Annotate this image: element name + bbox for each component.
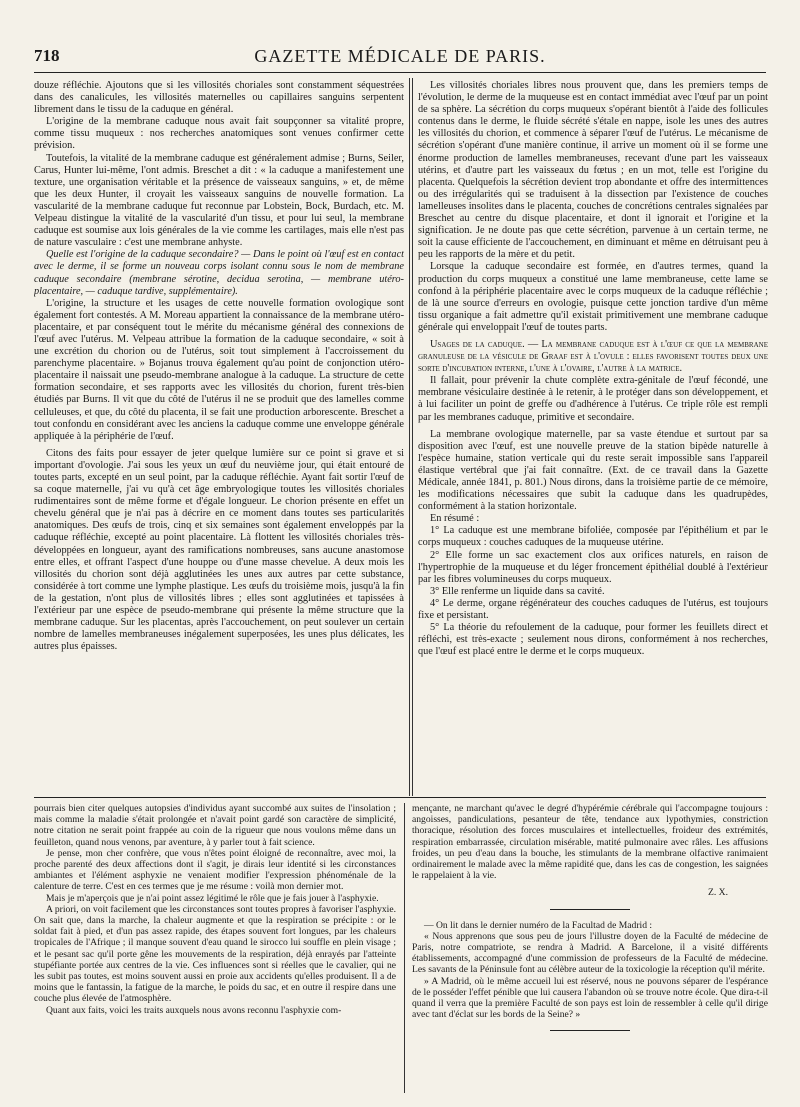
paragraph: Quant aux faits, voici les traits auxquels nous avons reconnu l'asphyxie com-	[46, 1004, 342, 1016]
column-divider	[404, 803, 405, 1093]
paragraph: » A Madrid, où le même accueil lui est réservé, nous ne pouvons séparer de l'espérance de le posséder l'effet pénible que lui causera l'abandon où se trouve notre école. Que dira-t-il quand il verra que la première Faculté de son pays est loin de ressembler à celle qu'il dirige avec tant d'éclat sur les bords de la Seine? »	[412, 975, 768, 1021]
list-item: 3° Elle renferme un liquide dans sa cavité.	[430, 585, 605, 597]
paragraph: En résumé :	[430, 513, 480, 525]
paragraph: A priori, on voit facilement que les circonstances sont toutes propres à favoriser l'asphyxie. On sait que, dans la marche, la chaleur augmente et que la respiration se précipite : or le soldat fait à pied, et d'un pas assez rapide, des étapes souvent fort longues, par les chaleurs tropicales de l'Afrique ; il manque souvent d'eau quand le sirocco lui souffle en plein visage ; et le pesant sac qu'il porte gêne les mouvements de la respiration, déjà enrayés par l'atteinte stupéfiante portée aux centres de la vie. Ces influences sont si réelles que le cavalier, qui ne les subit pas toutes, est moins souvent aussi en proie aux accidents qu'elles produisent. Il a de moins que le fantassin, la fatigue de la marche, le poids du sac, et en outre il respire dans une couche plus élevée de l'atmosphère.	[34, 903, 396, 1005]
paragraph: — On lit dans le dernier numéro de la Facultad de Madrid :	[424, 919, 653, 931]
list-item: 1° La caduque est une membrane bifoliée, composée par l'épithélium et par le corps muqueux : couches caduques de la muqueuse utérine.	[418, 525, 768, 549]
paragraph: Il fallait, pour prévenir la chute complète extra-génitale de l'œuf fécondé, une membrane vésiculaire destinée à le retenir, à le protéger dans son développement, et à lui faciliter un point de greffe ou d'adhérence à l'utérus. Ce triple rôle est rempli par les membranes caduque, primitive et secondaire.	[418, 375, 768, 423]
page-number: 718	[34, 46, 60, 65]
section-rule	[550, 1030, 630, 1031]
feuilleton-rule	[34, 797, 766, 798]
paragraph: Toutefois, la vitalité de la membrane caduque est généralement admise ; Burns, Seiler, Carus, Hunter lui-même, l'ont admis. Breschet a dit : « la caduque a manifestement une texture, une organisation véritable et la présence de vaisseaux sanguins, » et, de même que les deux Hunter, il croyait les vaisseaux sanguins de nouvelle formation. La vascularité de la membrane caduque fut reconnue par Lobstein, Bock, Burdach, etc. M. Velpeau distingue la vitalité de la vascularité d'un tissu, et pour lui seul, la membrane caduque est soumise aux lois générales de la vie comme les cartilages, mais elle n'est pas de nature vasculaire : c'est une membrane anhyste.	[34, 152, 404, 249]
paragraph: Lorsque la caduque secondaire est formée, en d'autres termes, quand la production du corps muqueux a constitué une lame membraneuse, cette lame se confond à la périphérie placentaire avec le corps muqueux de la caduque réfléchie ; de là une source d'erreurs en ovologie, puisque cette jonction tardive d'un même tissu organique a fait admettre qu'il existait primitivement une membrane caduque générale qui enveloppait l'œuf de toutes parts.	[418, 261, 768, 333]
journal-title: GAZETTE MÉDICALE DE PARIS.	[254, 46, 546, 66]
paragraph: pourrais bien citer quelques autopsies d'individus ayant succombé aux suites de l'insolation ; mais comme la maladie s'était prolongée et n'avait point gardé son caractère de simplicité, notre citation ne serait point frappée au coin de la rigueur que nous voulons même dans un feuilleton, quand nous venons, par aventure, à y parler tout à fait science.	[34, 803, 396, 848]
paragraph: Usages de la caduque. — La membrane caduque est à l'œuf ce que la membrane granuleuse de la vésicule de Graaf est à l'ovule : elles favorisent toutes deux une sorte d'incubation interne, l'une à l'ovaire, l'autre à la matrice.	[418, 338, 768, 375]
list-item: 5° La théorie du refoulement de la caduque, pour former les feuillets direct et réfléchi, est très-exacte ; seulement nous dirons, conformément à nos recherches, que l'œuf est placé entre le derme et le corps muqueux.	[418, 622, 768, 658]
paragraph: La membrane ovologique maternelle, par sa vaste étendue et surtout par sa disposition avec l'œuf, est une nouvelle preuve de la station bipède naturelle à l'espèce humaine, station verticale qui du reste serait impossible sans l'appareil élastique vertébral que j'ai fait connaître. (Ext. de ce travail dans la Gazette Médicale, année 1841, p. 801.) Nous dirons, dans la troisième partie de ce mémoire, les modifications nécessaires que subit la caduque dans les quadrupèdes, conformément à la station horizontale.	[418, 428, 768, 513]
paragraph: Je pense, mon cher confrère, que vous n'êtes point éloigné de reconnaître, avec moi, la proche parenté des deux affections dont il s'agit, je dirais leur identité si les circonstances ambiantes et l'élément asphyxie ne venaient modifier l'expression phénoménale de la calenture de terre. C'est en ces termes que je me résume : voilà mon dernier mot.	[34, 847, 396, 893]
paragraph: L'origine de la membrane caduque nous avait fait soupçonner sa vitalité propre, comme tissu muqueux : nos recherches anatomiques sont venues confirmer cette prévision.	[34, 116, 404, 152]
page-header	[34, 46, 766, 73]
list-item: 2° Elle forme un sac exactement clos aux orifices naturels, en raison de l'hypertrophie de la muqueuse et du léger froncement épithélial doublé à l'extérieur par les fibres volumineuses du corps muqueux.	[418, 549, 768, 585]
paragraph: mençante, ne marchant qu'avec le degré d'hypérémie cérébrale qui l'accompagne toujours : angoisses, pandiculations, pesanteur de tête, tendance aux lypothymies, constriction thoracique, résolution des forces musculaires et intellectuelles, froideur des extrémités, respiration embarrassée, circulation misérable, matité pulmonaire avec râles. Les affusions froides, un peu d'eau dans la bouche, les stimulants de la membrane olfactive ranimaient ordinairement le malade avec la même rapidité que, dans les cas de congestion, les saignées le rappelaient à la vie.	[412, 803, 768, 882]
list-item: 4° Le derme, organe régénérateur des couches caduques de l'utérus, est toujours fixe et persistant.	[418, 597, 768, 622]
paragraph: L'origine, la structure et les usages de cette nouvelle formation ovologique sont également fort contestés. A M. Moreau appartient la connaissance de la membrane utéro-placentaire, et par conséquent tout le mérite du mécanisme général des connexions de l'œuf avec l'utérus. M. Velpeau attribue la formation de la caduque secondaire, « soit à une excrétion du chorion ou de l'utérus, soit tout simplement à l'accroissement du parenchyme placentaire. » Bojanus trouva également qu'au point de conjonction utéro-placentaire il naissait une pseudo-membrane analogue à la caduque. La structure de cette formation secondaire, et ses rapports avec les villosités du chorion, furent très-bien étudiés par Burns. Il vit que du côté de l'utérus il ne se produit que des lamelles comme celluleuses, et que, du côté du placenta, il se fait une production arborescente. Breschet a tout confondu en considérant avec les anciens la caduque comme une enveloppe générale appliquée à la périphérie de l'œuf.	[34, 297, 404, 442]
top-left-column	[34, 80, 404, 792]
paragraph: « Nous apprenons que sous peu de jours l'illustre doyen de la Faculté de médecine de Paris, notre compatriote, se rendra à Madrid. A Barcelone, il a visité différents établissements, accompagné d'une commission de professeurs de la Faculté de médecine. Les savants de la Péninsule font au célèbre auteur de la toxicologie la réception qu'il mérite.	[412, 930, 768, 976]
top-right-column	[418, 80, 768, 792]
section-rule	[550, 909, 630, 910]
bottom-left-column	[34, 803, 396, 1093]
paragraph: douze réfléchie. Ajoutons que si les villosités choriales sont constamment séquestrées dans des canalicules, les villosités maternelles ou capillaires sanguins serpentent librement dans le tissu de la caduque en général.	[34, 80, 404, 116]
paragraph: Les villosités choriales libres nous prouvent que, dans les premiers temps de l'évolution, le derme de la muqueuse est en contact immédiat avec l'œuf par un point de sa sphère. La sécrétion du corps muqueux s'opérant bientôt à l'aide des follicules contenus dans le derme, le fluide sécrété s'étale en nappe, isole les unes des autres les villosités du chorion, et commence à séparer l'œuf de l'utérus. Le mécanisme de sécrétion s'opérant d'une manière continue, il arrive un moment où il se forme une énorme production de lamelles membraneuses, recevant d'une part les vaisseaux utérins, et d'autre part les vaisseaux du fœtus ; en un mot, telle est l'origine du placenta. Quelquefois la sécrétion devient trop abondante et offre des intermittences ou des irrégularités qui se traduisent à la dissection par l'existence de couches lamelleuses insolites dans le placenta, couches de concrétions centrales signalées par Breschet au centre du disque placentaire, et dont il ignorait et l'origine et la signification. Je ne doute pas que cette sécrétion, parvenue à un certain terme, ne soit la cause efficiente de l'accouchement, en diminuant et même en détruisant peu à peu les rapports de la mère et du petit.	[418, 80, 768, 261]
paragraph: Citons des faits pour essayer de jeter quelque lumière sur ce point si grave et si important d'ovologie. J'ai sous les yeux un œuf du neuvième jour, qui était entouré de toutes parts, excepté en un seul point, par la caduque réfléchie. Ayant fait sortir l'œuf de sa coque maternelle, j'ai vu qu'à cet âge embryologique toutes les villosités choriales rudimentaires sont de même forme et d'égale longueur. Le chorion présente en effet un chevelu général que je n'ai pas à décrire en ce moment dans toutes ses particularités anatomiques. Des œufs de trois, cinq et six semaines sont également enveloppés par la caduque réfléchie, excepté au point placentaire. Là flottent les villosités choriales très-développées en longueur, ayant des ramifications nombreuses, sans aucune anastomose entre elles, et offrant l'aspect d'une houppe ou d'une masse chevelue. A deux mois les villosités du chorion sont déjà agglutinées les unes aux autres par cette substance, considérée à tort comme une lymphe plastique. Les œufs du troisième mois, jusqu'à la fin de la gestation, n'ont plus de villosités libres ; elles sont agglutinées et tapissées à l'extérieur par une espèce de pseudo-membrane qui présente la même structure que la membrane caduque. Sur les placentas, après l'accouchement, on peut soulever un certain nombre de lamelles membraneuses inégalement superposées, les unes plus délicates, les autres plus épaisses.	[34, 447, 404, 653]
column-divider	[409, 78, 413, 796]
bottom-right-column	[412, 803, 768, 1093]
paragraph: Mais je m'aperçois que je n'ai point assez légitimé le rôle que je fais jouer à l'asphyxie.	[46, 892, 379, 904]
paragraph: Quelle est l'origine de la caduque secondaire? — Dans le point où l'œuf est en contact avec le derme, il se forme un nouveau corps isolant connu sous le nom de membrane caduque secondaire (membrane sérotine, decidua serotina, — membrane utéro-placentaire, — caduque tardive, supplémentaire).	[34, 249, 404, 297]
signature: Z. X.	[708, 887, 728, 899]
